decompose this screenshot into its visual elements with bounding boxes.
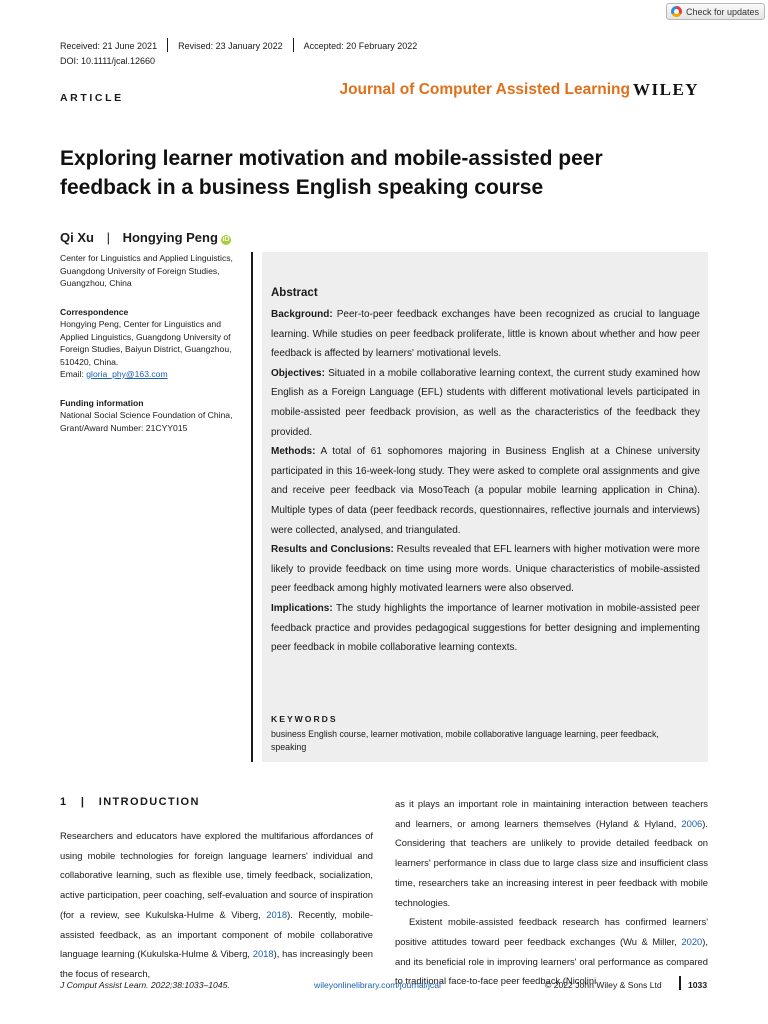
abstract-objectives	[271, 364, 700, 442]
abstract-body	[271, 305, 700, 658]
citation-link[interactable]: 2018	[266, 908, 288, 920]
section-text: A total of 61 sophomores majoring in Business English at a Chinese university participated in this 16-week-long study. They were asked to complete oral assignments and give and receive peer feedback via MosoTeach (a popular mobile learning application in China). Multiple types of data (peer feedback records, questionnaires, reflective journals and interviews) were collected, analysed, and triangulated.	[271, 446, 700, 536]
abstract-methods	[271, 442, 700, 540]
section-label: Implications:	[271, 602, 333, 614]
text: ). Recently, mobile-assisted feedback, as an important component of mobile collaborative language learning (Kukulska-Hulme & Viberg,	[60, 908, 373, 960]
section-label: Results and Conclusions:	[271, 544, 394, 556]
footer-citation: J Comput Assist Learn. 2022;38:1033–1045.	[60, 980, 230, 990]
article-dates	[60, 38, 417, 52]
paragraph	[395, 794, 708, 912]
doi: DOI: 10.1111/jcal.12660	[60, 56, 156, 66]
footer-copyright: © 2022 John Wiley & Sons Ltd	[545, 980, 662, 990]
publisher-logo: WILEY	[633, 80, 700, 99]
abstract-divider	[251, 252, 253, 762]
separator	[167, 38, 168, 52]
intro-column-left	[60, 826, 373, 984]
citation-link[interactable]: 2018	[252, 948, 274, 960]
accepted-date: Accepted: 20 February 2022	[303, 41, 418, 51]
abstract-implications	[271, 599, 700, 658]
text: ). Considering that teachers are unlikely to provide detailed feedback on learners' performance in class due to large class size and insufficient class time, researchers take an increasing interest in peer feedback with mobile technologies.	[395, 817, 708, 908]
text: Existent mobile-assisted feedback research has confirmed learners' positive attitudes toward peer feedback exchanges (Wu & Miller,	[395, 916, 708, 947]
section-text: Results revealed that EFL learners with higher motivation were more likely to provide feedback on time using more words. Unique characteristics of mobile-assisted peer feedback among highly motivated learners were also observed.	[271, 544, 700, 595]
check-for-updates-button[interactable]	[666, 3, 765, 20]
section-label: Methods:	[271, 446, 316, 458]
author-name[interactable]: Qi Xu	[60, 230, 94, 245]
separator	[293, 38, 294, 52]
funding-label: Funding information	[60, 397, 144, 408]
intro-column-right	[395, 794, 708, 991]
footer-url[interactable]: wileyonlinelibrary.com/journal/jcal	[314, 980, 441, 990]
citation-link[interactable]: 2006	[681, 817, 703, 829]
received-date: Received: 21 June 2021	[60, 41, 158, 51]
correspondence-label: Correspondence	[60, 306, 129, 317]
journal-name[interactable]: Journal of Computer Assisted Learning	[339, 81, 630, 98]
article-title: Exploring learner motivation and mobile-assisted peer feedback in a business English speaking course	[60, 147, 603, 199]
paragraph	[60, 826, 373, 984]
section-text: Situated in a mobile collaborative learning context, the current study examined how English as a Foreign Language (EFL) students with different motivational levels participated in mobile-assisted peer feedback provision, as well as the characteristics of the feedback they provided.	[271, 367, 700, 438]
section-label: Background:	[271, 309, 333, 320]
section-heading: 1 | INTRODUCTION	[60, 796, 200, 808]
author-name[interactable]: Hongying Peng	[122, 230, 218, 245]
abstract-results	[271, 540, 700, 599]
orcid-icon[interactable]: iD	[222, 236, 230, 243]
footer-divider	[679, 976, 681, 990]
crossmark-icon	[671, 6, 682, 17]
abstract-heading: Abstract	[271, 287, 318, 299]
section-text: The study highlights the importance of learner motivation in mobile-assisted peer feedback practice and provides pedagogical suggestions for better designing and implementing peer feedback in mobile collaborative learning contexts.	[271, 602, 700, 654]
email-link[interactable]: gloria_phy@163.com	[86, 369, 168, 379]
text: ), has increasingly been the focus of research,	[60, 948, 373, 979]
check-for-updates-label: Check for updates	[686, 7, 760, 17]
page-number: 1033	[688, 980, 708, 990]
text: ), and its beneficial role in improving learners' oral performance as compared to traditional face-to-face peer feedback (Nicolini	[395, 935, 708, 987]
author-list	[60, 230, 231, 245]
text: Researchers and educators have explored the multifarious affordances of using mobile technologies for foreign language learners' individual and collaborative learning, such as flexible use, timely feedback, socialization, active participation, peer coaching, self-evaluation and source of inspiration (for a review, see Kukulska-Hulme & Viberg,	[60, 830, 373, 920]
abstract-box	[262, 252, 708, 762]
revised-date: Revised: 23 January 2022	[178, 41, 283, 51]
funding-text: National Social Science Foundation of China, Grant/Award Number: 21CYY015	[60, 410, 233, 433]
section-label: Objectives:	[271, 367, 325, 379]
text: as it plays an important role in maintaining interaction between teachers and learners, or among learners themselves (Hyland & Hyland,	[395, 798, 708, 829]
author-separator: |	[106, 230, 110, 245]
section-text: Peer-to-peer feedback exchanges have been recognized as crucial to language learning. While studies on peer feedback proliferate, little is known about whether and how peer feedback is affected by learners' motivational levels.	[271, 309, 700, 360]
keywords-list: business English course, learner motivation, mobile collaborative language learning, peer feedback, speaking	[271, 729, 659, 752]
keywords-label: KEYWORDS	[271, 714, 338, 724]
citation-link[interactable]: 2020	[681, 935, 703, 947]
abstract-background	[271, 305, 700, 364]
affiliation-column	[60, 252, 245, 444]
email-label: Email:	[60, 369, 87, 379]
affiliation-address: Center for Linguistics and Applied Linguistics, Guangdong University of Foreign Studies, Guangzhou, China	[60, 253, 233, 288]
article-type: ARTICLE	[60, 92, 124, 104]
correspondence-text: Hongying Peng, Center for Linguistics and Applied Linguistics, Guangdong University of Foreign Studies, Baiyun District, Guangzhou, 510420, China.	[60, 319, 232, 367]
